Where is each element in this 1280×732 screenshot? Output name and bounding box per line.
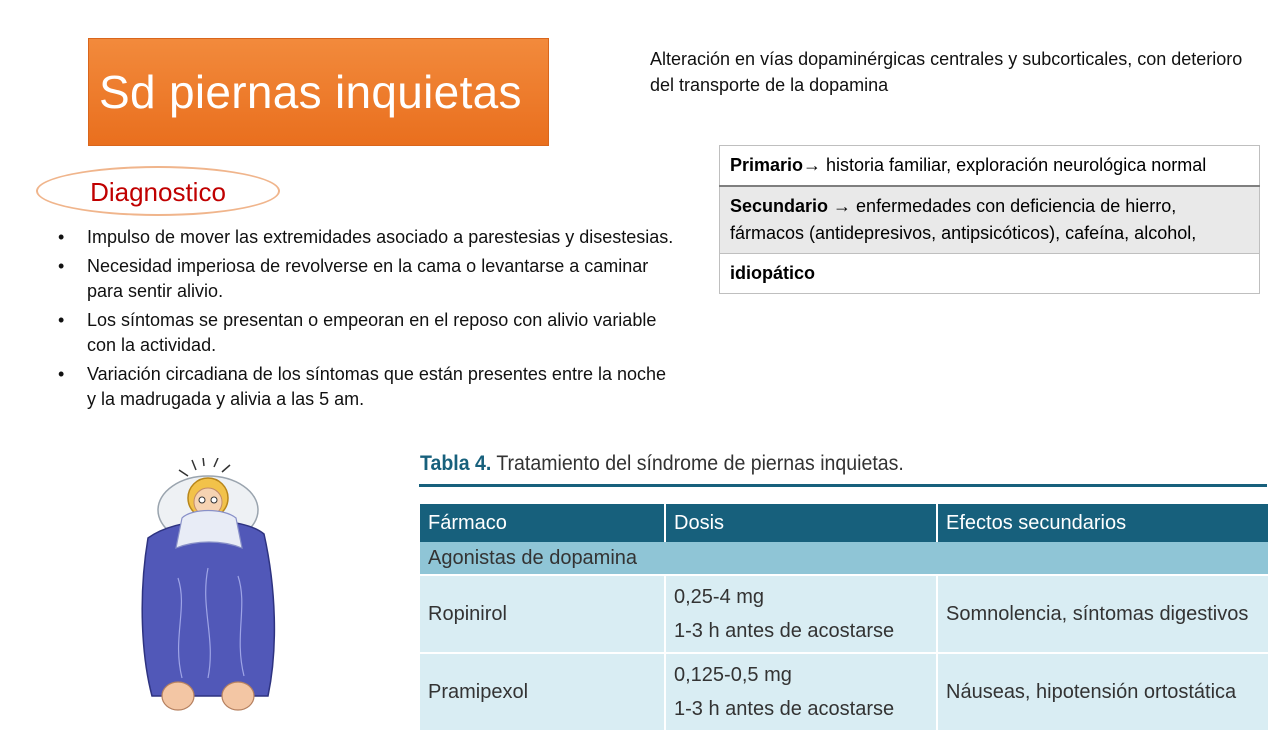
header-farmaco: Fármaco bbox=[420, 504, 665, 542]
dosis-cell bbox=[665, 575, 937, 653]
farmaco-cell: Ropinirol bbox=[420, 575, 665, 653]
title-box bbox=[88, 38, 549, 146]
classification-row-secundario bbox=[720, 186, 1260, 254]
bullet-item bbox=[58, 225, 678, 251]
treatment-group-row bbox=[420, 542, 1268, 575]
dosis-cell bbox=[665, 653, 937, 731]
arrow-icon: → bbox=[828, 196, 857, 216]
classification-row-primario bbox=[720, 146, 1260, 187]
bullet-text: Los síntomas se presentan o empeoran en el reposo con alivio variable con la actividad. bbox=[87, 309, 657, 355]
table-row bbox=[420, 575, 1268, 653]
diagnostico-oval bbox=[36, 166, 280, 216]
treatment-header-row bbox=[420, 504, 1268, 542]
slide-title: Sd piernas inquietas bbox=[99, 66, 522, 118]
treatment-table bbox=[420, 504, 1268, 732]
bullet-text: Variación circadiana de los síntomas que están presentes entre la noche y la madrugada y alivia a las 5 am. bbox=[87, 363, 667, 409]
bullet-icon: • bbox=[58, 255, 65, 276]
secundario-label: Secundario bbox=[730, 196, 829, 216]
dosis-value: 0,125-0,5 mg bbox=[674, 664, 792, 686]
classification-row-idiopatico bbox=[720, 254, 1260, 294]
bullet-text: Impulso de mover las extremidades asociado a parestesias y disestesias. bbox=[87, 227, 674, 247]
group-label: Agonistas de dopamina bbox=[420, 542, 1268, 575]
header-efectos: Efectos secundarios bbox=[937, 504, 1268, 542]
tabla-rule bbox=[419, 484, 1267, 487]
bullet-icon: • bbox=[58, 363, 65, 384]
bullet-item bbox=[58, 362, 678, 413]
classification-table bbox=[719, 145, 1260, 294]
bullet-icon: • bbox=[58, 227, 65, 247]
diagnostico-bullet-list bbox=[58, 225, 678, 416]
diagnostico-label: Diagnostico bbox=[90, 177, 226, 207]
primario-label: Primario bbox=[730, 155, 804, 175]
dosis-timing: 1-3 h antes de acostarse bbox=[674, 620, 895, 642]
secundario-text: enfermedades con deficiencia de hierro, fármacos (antidepresivos, antipsicóticos), cafeína, alcohol, bbox=[730, 196, 1197, 243]
classification-cell bbox=[720, 254, 1260, 294]
primario-text: historia familiar, exploración neurológica normal bbox=[821, 155, 1207, 175]
farmaco-cell: Pramipexol bbox=[420, 653, 665, 731]
tabla-title bbox=[420, 452, 904, 476]
table-row bbox=[420, 653, 1268, 731]
classification-cell bbox=[720, 186, 1260, 254]
arrow-icon: → bbox=[803, 155, 822, 175]
tabla-title-text: Tratamiento del síndrome de piernas inquietas. bbox=[491, 452, 904, 475]
efectos-cell: Somnolencia, síntomas digestivos bbox=[937, 575, 1268, 653]
dosis-timing: 1-3 h antes de acostarse bbox=[674, 698, 895, 720]
intro-text: Alteración en vías dopaminérgicas centrales y subcorticales, con deterioro del transporte de la dopamina bbox=[650, 49, 1243, 95]
tabla-number: Tabla 4. bbox=[420, 452, 492, 475]
bullet-text: Necesidad imperiosa de revolverse en la cama o levantarse a caminar para sentir alivio. bbox=[87, 255, 649, 301]
restless-sleeper-illustration bbox=[138, 458, 288, 720]
idiopatico-label: idiopático bbox=[730, 263, 815, 283]
bullet-icon: • bbox=[58, 309, 65, 330]
dosis-value: 0,25-4 mg bbox=[674, 586, 765, 608]
classification-cell bbox=[720, 146, 1260, 187]
bullet-item bbox=[58, 254, 678, 305]
efectos-cell: Náuseas, hipotensión ortostática bbox=[937, 653, 1268, 731]
header-dosis: Dosis bbox=[665, 504, 937, 542]
bullet-item bbox=[58, 308, 678, 359]
